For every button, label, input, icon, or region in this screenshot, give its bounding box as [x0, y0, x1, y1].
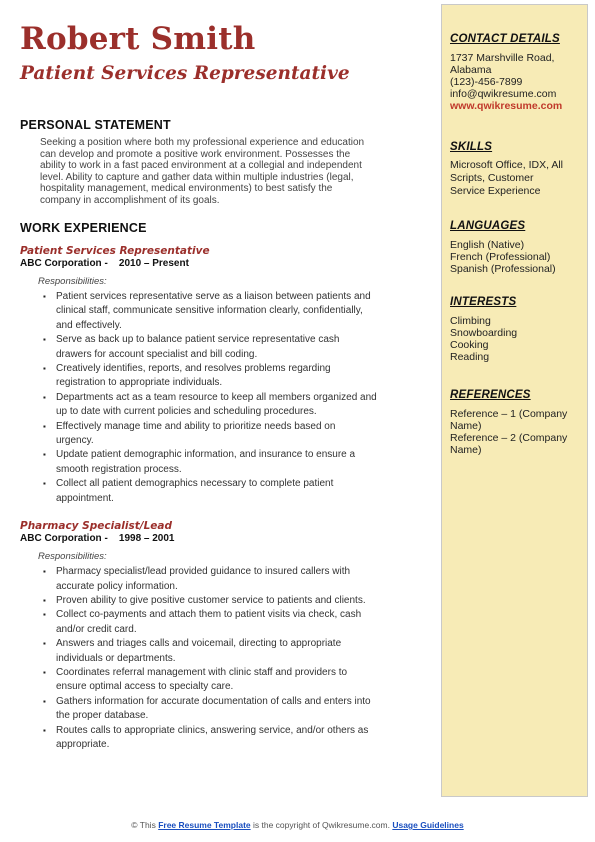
- responsibility-item: [56, 565, 430, 594]
- job-list: [20, 245, 430, 752]
- responsibility-item: [56, 448, 430, 477]
- responsibility-line: ▪ Creatively identifies, reports, and resolves problems regarding: [56, 363, 331, 375]
- job-entry: [20, 520, 430, 752]
- responsibilities-label: Responsibilities:: [38, 551, 107, 563]
- responsibility-item: [56, 333, 430, 362]
- responsibility-item: [56, 724, 430, 753]
- job-company-dates: ABC Corporation - 1998 – 2001: [20, 533, 175, 545]
- skills-line: Microsoft Office, IDX, All: [450, 159, 564, 171]
- phone-number: (123)-456-7899: [450, 76, 523, 88]
- address-line-1: 1737 Marshville Road,: [450, 52, 555, 64]
- responsibilities-list: [20, 290, 430, 506]
- responsibility-line: ▪ Gathers information for accurate documentation of calls and enters into: [56, 695, 371, 707]
- responsibilities-list: [20, 565, 430, 752]
- work-experience-section: [20, 221, 430, 752]
- responsibility-line: ▪ Update patient demographic information, and insurance to ensure a: [56, 449, 356, 461]
- free-resume-template-link[interactable]: Free Resume Template: [158, 820, 251, 830]
- responsibility-line: ▪ Pharmacy specialist/lead provided guidance to insured callers with: [56, 566, 351, 578]
- references-section: [450, 389, 587, 456]
- responsibility-item: [56, 594, 430, 608]
- language-item: Spanish (Professional): [450, 263, 556, 275]
- website-link[interactable]: www.qwikresume.com: [450, 100, 563, 112]
- responsibility-item: [56, 695, 430, 724]
- responsibility-item: [56, 637, 430, 666]
- statement-line: Seeking a position where both my professional experience and education: [40, 137, 365, 148]
- work-experience-heading: WORK EXPERIENCE: [20, 221, 147, 235]
- language-item: French (Professional): [450, 251, 551, 263]
- footer: [0, 820, 595, 830]
- responsibility-line: clinical staff, communicate sensitive information clearly, confidentially,: [56, 305, 363, 317]
- skills-heading: SKILLS: [450, 141, 493, 153]
- responsibilities-label: Responsibilities:: [38, 276, 107, 287]
- interests-section: [450, 296, 587, 363]
- responsibility-line: accurate policy information.: [56, 580, 178, 592]
- skills-section: [450, 141, 587, 198]
- skills-line: Scripts, Customer: [450, 172, 534, 184]
- languages-section: [450, 220, 587, 275]
- job-company-dates: ABC Corporation - 2010 – Present: [20, 258, 189, 269]
- responsibility-item: [56, 477, 430, 506]
- personal-statement-text: [40, 137, 410, 206]
- footer-middle: is the copyright of Qwikresume.com.: [250, 820, 393, 830]
- responsibility-line: the proper database.: [56, 710, 149, 722]
- interest-item: Reading: [450, 351, 490, 363]
- responsibility-line: registration to appropriate individuals.: [56, 377, 223, 389]
- responsibility-item: [56, 391, 430, 420]
- responsibility-item: [56, 608, 430, 637]
- language-item: English (Native): [450, 239, 525, 251]
- interest-item: Snowboarding: [450, 327, 518, 339]
- job-entry: [20, 245, 430, 506]
- languages-heading: LANGUAGES: [450, 220, 526, 232]
- responsibility-line: appropriate.: [56, 738, 110, 750]
- reference-line: Name): [450, 420, 482, 432]
- responsibility-line: ▪ Answers and triages calls and voicemail, directing to appropriate: [56, 638, 342, 650]
- responsibility-item: [56, 666, 430, 695]
- contact-section: [450, 33, 587, 112]
- responsibility-line: ▪ Serve as back up to balance patient service representative cash: [56, 334, 340, 346]
- interests-heading: INTERESTS: [450, 296, 517, 308]
- reference-line: Name): [450, 444, 482, 456]
- reference-line: Reference – 2 (Company: [450, 432, 568, 444]
- candidate-name: Robert Smith: [20, 21, 256, 57]
- responsibility-line: ▪ Departments act as a team resource to keep all members organized and: [56, 391, 377, 403]
- personal-statement-heading: PERSONAL STATEMENT: [20, 118, 171, 132]
- responsibility-item: [56, 290, 430, 333]
- email-address[interactable]: info@qwikresume.com: [450, 88, 557, 100]
- responsibility-line: ensure optimal access to specialty care.: [56, 681, 234, 693]
- reference-line: Reference – 1 (Company: [450, 408, 568, 420]
- usage-guidelines-link[interactable]: Usage Guidelines: [392, 820, 464, 830]
- responsibility-line: ▪ Coordinates referral management with clinic staff and providers to: [56, 666, 348, 678]
- responsibility-line: up to date with current policies and scheduling procedures.: [56, 406, 317, 418]
- responsibility-line: drawers for account specialist and bill coding.: [56, 348, 258, 360]
- job-title: Pharmacy Specialist/Lead: [20, 520, 173, 533]
- candidate-title: Patient Services Representative: [20, 63, 350, 84]
- responsibility-line: ▪ Patient services representative serve as a liaison between patients and: [56, 291, 371, 302]
- responsibility-line: ▪ Routes calls to appropriate clinics, answering service, and/or others as: [56, 724, 369, 736]
- contact-heading: CONTACT DETAILS: [450, 33, 560, 45]
- responsibility-line: individuals or departments.: [56, 652, 176, 664]
- footer-prefix: © This: [131, 820, 159, 830]
- interest-item: Climbing: [450, 315, 491, 327]
- personal-statement-section: [20, 118, 430, 206]
- responsibility-line: urgency.: [56, 435, 94, 447]
- statement-line: hospitality management, medical environments) to best satisfy the: [40, 183, 333, 194]
- responsibility-line: ▪ Collect all patient demographics necessary to complete patient: [56, 478, 334, 490]
- responsibility-item: [56, 362, 430, 391]
- statement-line: level. Ability to capture and gather data within multiple industries (legal,: [40, 171, 354, 183]
- references-heading: REFERENCES: [450, 389, 531, 401]
- responsibility-line: ▪ Collect co-payments and attach them to patient visits via check, cash: [56, 609, 362, 621]
- responsibility-item: [56, 420, 430, 449]
- statement-line: can develop and promote a positive work environment. Possesses the: [40, 148, 351, 160]
- responsibility-line: ▪ Proven ability to give positive customer service to patients and clients.: [56, 594, 366, 606]
- sidebar: [441, 4, 588, 797]
- interest-item: Cooking: [450, 339, 489, 351]
- responsibility-line: and/or credit card.: [56, 623, 137, 635]
- skills-line: Service Experience: [450, 185, 541, 197]
- statement-line: ability to work in a fast paced environment at a collegial and independent: [40, 160, 362, 171]
- responsibility-line: smooth registration process.: [56, 463, 182, 475]
- main-column: [20, 20, 430, 752]
- job-title: Patient Services Representative: [20, 245, 210, 257]
- responsibility-line: appointment.: [56, 492, 114, 504]
- statement-line: company in accomplishment of its goals.: [40, 194, 220, 206]
- responsibility-line: and effectively.: [56, 319, 122, 331]
- responsibility-line: ▪ Effectively manage time and ability to prioritize needs based on: [56, 420, 336, 432]
- address-line-2: Alabama: [450, 64, 492, 76]
